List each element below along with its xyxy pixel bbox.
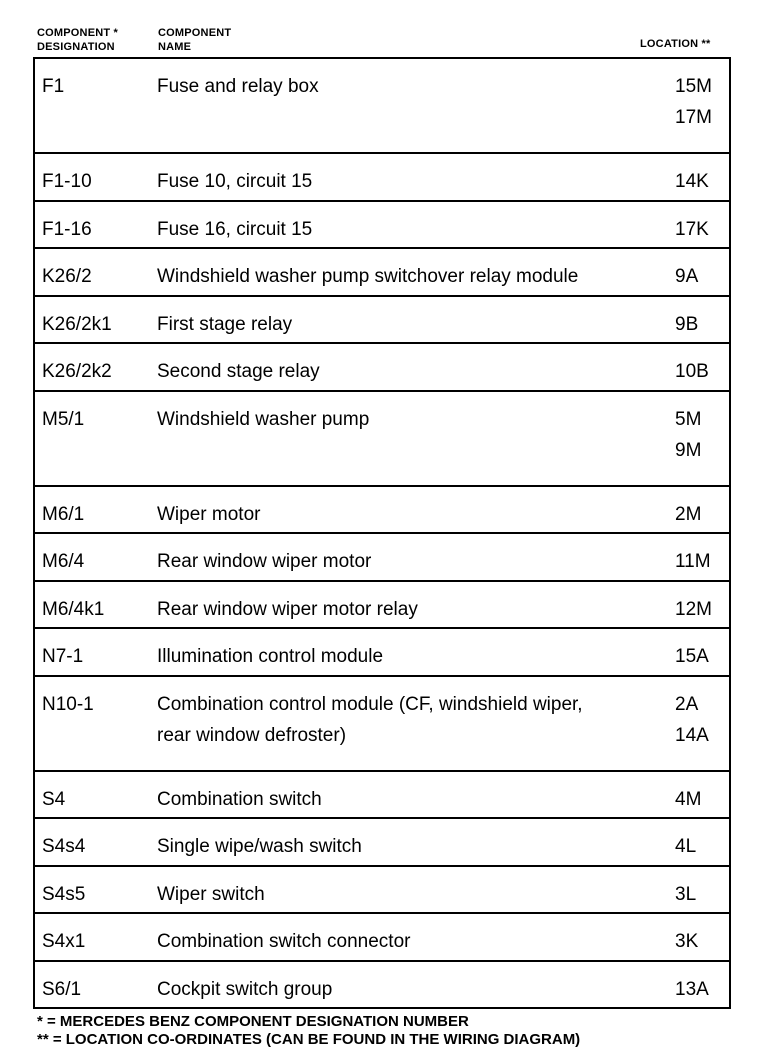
component-name-line: Fuse and relay box [157,76,319,97]
location-line: 11M [675,551,711,572]
table-row [35,392,729,487]
location-line: 9M [675,439,702,461]
component-name-line: Second stage relay [157,361,320,382]
location-cell [675,404,725,466]
location-cell [675,784,725,815]
location-cell [675,974,725,1005]
location-line: 14K [675,171,709,192]
location-cell [675,689,725,751]
location-line: 9B [675,313,699,335]
location-cell [675,261,725,292]
location-line: 2A [675,693,699,715]
designation-cell: M5/1 [42,408,85,430]
location-line: 13A [675,978,709,1000]
location-cell [675,546,725,577]
designation-cell: F1-16 [42,218,92,240]
location-cell [675,926,725,957]
component-name-line: Windshield washer pump switchover relay module [157,266,579,287]
location-cell [675,499,725,530]
location-line: 2M [675,503,702,525]
column-header-name-line1: COMPONENT [158,27,232,39]
component-name-cell [157,831,677,862]
component-name-cell [157,356,677,387]
component-name-cell [157,499,677,530]
designation-cell: N10-1 [42,693,94,715]
designation-cell: S4s4 [42,836,86,857]
location-line: 12M [675,598,712,620]
component-table [33,57,731,1009]
table-row [35,867,729,915]
location-line: 4M [675,788,702,810]
designation-cell: K26/2k1 [42,313,112,335]
location-line: 15M [675,76,712,97]
location-cell [675,641,725,672]
column-header-name [158,26,231,54]
designation-cell: K26/2k2 [42,361,112,382]
location-cell [675,309,725,340]
location-cell [675,594,725,625]
designation-cell: S6/1 [42,978,82,1000]
location-line: 3L [675,883,697,905]
component-name-cell [157,641,677,672]
location-line: 4L [675,836,697,857]
column-header-name-line2: NAME [158,41,192,53]
table-row [35,772,729,820]
component-name-cell [157,974,677,1005]
column-header-designation-line2: DESIGNATION [37,41,115,53]
table-row [35,202,729,250]
column-header-designation-line1: COMPONENT * [37,27,119,39]
location-line: 17M [675,107,712,128]
table-row [35,297,729,345]
designation-cell: F1 [42,76,65,97]
table-row [35,534,729,582]
component-name-line: Rear window wiper motor [157,551,372,572]
table-row [35,677,729,772]
component-name-cell [157,879,677,910]
table-row [35,344,729,392]
table-row [35,154,729,202]
designation-cell: S4s5 [42,883,86,905]
component-name-cell [157,926,677,957]
component-name-line: Single wipe/wash switch [157,836,362,857]
component-name-line: Fuse 10, circuit 15 [157,171,313,192]
component-name-line: Combination control module (CF, windshield wiper, [157,693,583,715]
component-name-cell [157,594,677,625]
location-cell [675,879,725,910]
location-cell [675,214,725,245]
location-line: 17K [675,218,709,240]
component-name-cell [157,261,677,292]
component-name-cell [157,309,677,340]
location-cell [675,831,725,862]
designation-cell: S4 [42,788,66,810]
table-row [35,487,729,535]
table-row [35,629,729,677]
component-name-line: Windshield washer pump [157,408,370,430]
component-name-line: Combination switch [157,788,322,810]
component-name-line: Wiper motor [157,503,261,525]
footnote-location: ** = LOCATION CO-ORDINATES (CAN BE FOUND IN THE WIRING DIAGRAM) [37,1031,581,1048]
component-name-cell [157,689,677,751]
designation-cell: M6/4k1 [42,598,105,620]
component-name-line: Illumination control module [157,646,384,667]
table-row [35,59,729,154]
component-name-line: Cockpit switch group [157,978,333,1000]
component-name-cell [157,404,677,435]
table-row [35,582,729,630]
designation-cell: S4x1 [42,931,86,952]
component-name-cell [157,784,677,815]
table-row [35,914,729,962]
component-name-cell [157,546,677,577]
component-name-line: Wiper switch [157,883,265,905]
component-name-cell [157,214,677,245]
location-cell [675,356,725,387]
location-line: 15A [675,646,709,667]
designation-cell: M6/1 [42,503,85,525]
table-row [35,962,729,1010]
designation-cell: N7-1 [42,646,84,667]
location-cell [675,166,725,197]
location-line: 5M [675,408,702,430]
designation-cell: F1-10 [42,171,92,192]
location-line: 9A [675,266,699,287]
table-row [35,249,729,297]
footnote-designation: * = MERCEDES BENZ COMPONENT DESIGNATION NUMBER [37,1013,469,1030]
location-cell [675,71,725,133]
component-name-cell [157,71,677,102]
designation-cell: K26/2 [42,266,92,287]
component-name-line: Rear window wiper motor relay [157,598,418,620]
designation-cell: M6/4 [42,551,85,572]
component-name-line: First stage relay [157,313,293,335]
component-name-cell [157,166,677,197]
table-row [35,819,729,867]
location-line: 10B [675,361,709,382]
component-name-line: rear window defroster) [157,724,347,746]
component-name-line: Fuse 16, circuit 15 [157,218,313,240]
component-name-line: Combination switch connector [157,931,411,952]
column-header-designation [37,26,118,54]
column-header-location: LOCATION ** [640,38,711,50]
location-line: 3K [675,931,699,952]
location-line: 14A [675,724,709,746]
